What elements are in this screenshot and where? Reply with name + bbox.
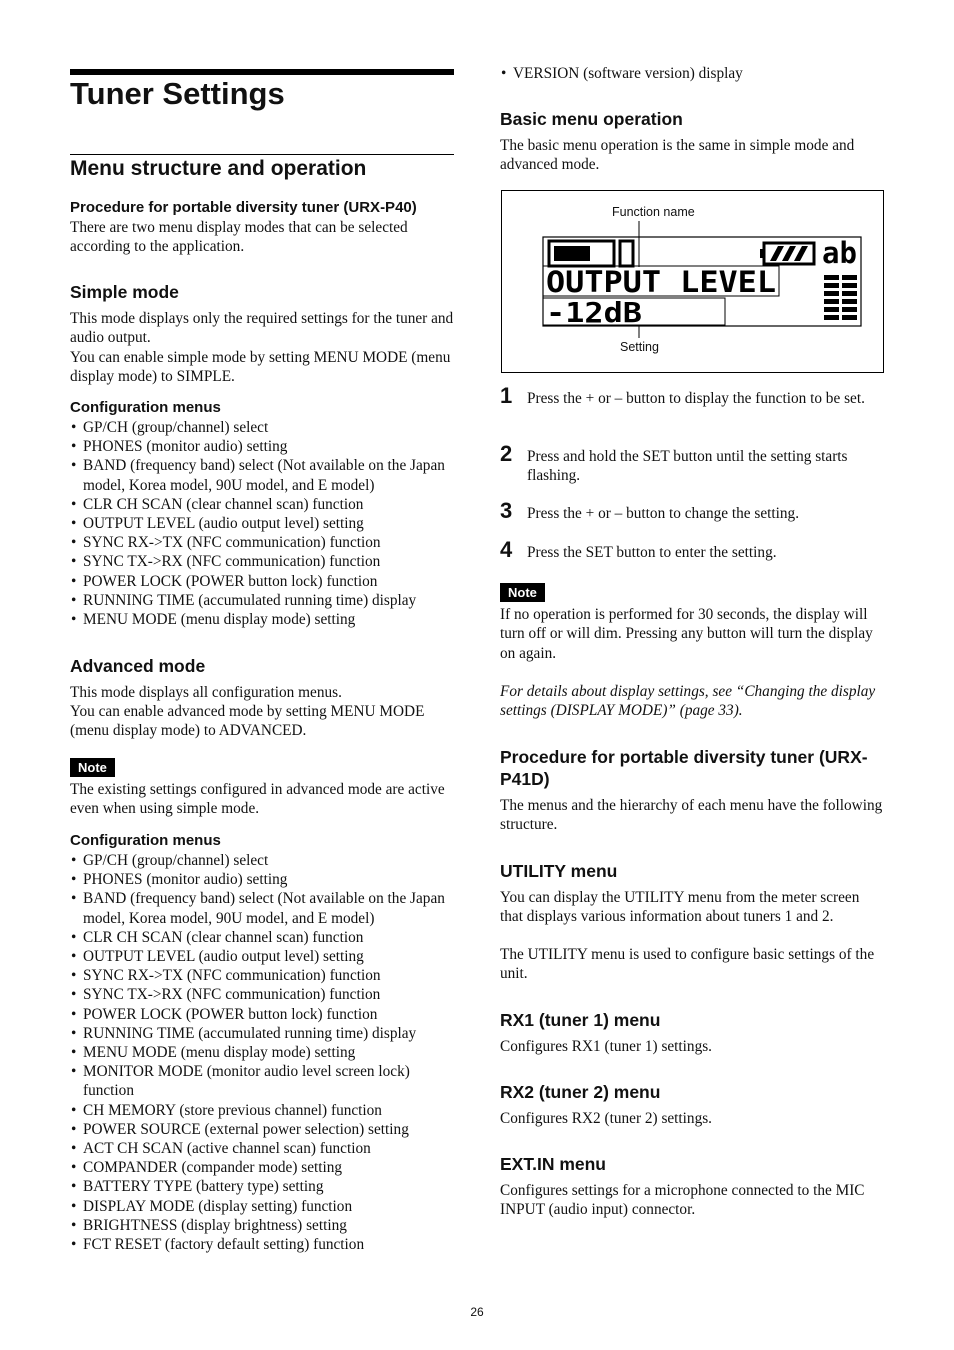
note-badge: Note xyxy=(70,758,115,777)
list-item: • SYNC RX->TX (NFC communication) function xyxy=(70,966,454,985)
list-item: • OUTPUT LEVEL (audio output level) setting xyxy=(70,947,454,966)
list-item: • ACT CH SCAN (active channel scan) function xyxy=(70,1139,454,1158)
utility-p1: You can display the UTILITY menu from the meter screen that displays various information about tuners 1 and 2. xyxy=(500,889,860,926)
list-item: • SYNC RX->TX (NFC communication) function xyxy=(70,533,454,552)
step-text: Press the SET button to enter the setting. xyxy=(527,544,777,561)
advanced-config-heading: Configuration menus xyxy=(70,832,221,849)
simple-config-list xyxy=(70,418,454,629)
list-item: • RUNNING TIME (accumulated running time) display xyxy=(70,591,454,610)
function-name-label: Function name xyxy=(612,205,695,219)
simple-mode-p1: This mode displays only the required settings for the tuner and audio output. xyxy=(70,310,454,347)
version-list xyxy=(500,64,884,83)
list-item: • PHONES (monitor audio) setting xyxy=(70,870,454,889)
p41d-text: The menus and the hierarchy of each menu have the following structure. xyxy=(500,797,883,834)
list-item: • MONITOR MODE (monitor audio level screen lock) function xyxy=(70,1062,454,1100)
rx2-menu-heading: RX2 (tuner 2) menu xyxy=(500,1082,661,1102)
rx2-text: Configures RX2 (tuner 2) settings. xyxy=(500,1110,713,1127)
signal-icon xyxy=(760,243,814,264)
basic-note-text: If no operation is performed for 30 seconds, the display will turn off or will dim. Pressing any button will turn the display on again. xyxy=(500,606,873,662)
simple-mode-p2: You can enable simple mode by setting MENU MODE (menu display mode) to SIMPLE. xyxy=(70,349,451,386)
step-number: 3 xyxy=(500,498,513,523)
lcd-display xyxy=(502,191,883,372)
lcd-function-name: OUTPUT LEVEL xyxy=(546,265,776,299)
step-number: 2 xyxy=(500,441,513,466)
utility-menu-heading: UTILITY menu xyxy=(500,861,618,881)
extin-menu-heading: EXT.IN menu xyxy=(500,1154,606,1174)
display-settings-reference: For details about display settings, see “Changing the display settings (DISPLAY MODE)” (page 33). xyxy=(500,683,876,720)
title-rule xyxy=(70,69,454,75)
list-item: • PHONES (monitor audio) setting xyxy=(70,437,454,456)
note-badge: Note xyxy=(500,583,545,602)
step-text: Press the + or – button to display the function to be set. xyxy=(527,390,865,407)
list-item: • BAND (frequency band) select (Not available on the Japan model, Korea model, 90U model, and E model) xyxy=(70,456,454,494)
list-item: • RUNNING TIME (accumulated running time) display xyxy=(70,1024,454,1043)
battery-icon xyxy=(549,241,633,266)
list-item: • POWER LOCK (POWER button lock) function xyxy=(70,1005,454,1024)
list-item: • POWER LOCK (POWER button lock) function xyxy=(70,572,454,591)
list-item: • OUTPUT LEVEL (audio output level) setting xyxy=(70,514,454,533)
list-item: • VERSION (software version) display xyxy=(500,64,884,83)
list-item: • GP/CH (group/channel) select xyxy=(70,418,454,437)
step-text: Press and hold the SET button until the setting starts flashing. xyxy=(527,448,848,485)
rx1-menu-heading: RX1 (tuner 1) menu xyxy=(500,1010,661,1030)
list-item: • MENU MODE (menu display mode) setting xyxy=(70,1043,454,1062)
basic-menu-heading: Basic menu operation xyxy=(500,109,683,129)
list-item: • MENU MODE (menu display mode) setting xyxy=(70,610,454,629)
rx1-text: Configures RX1 (tuner 1) settings. xyxy=(500,1038,713,1055)
setting-label: Setting xyxy=(620,340,659,354)
list-item: • POWER SOURCE (external power selection) setting xyxy=(70,1120,454,1139)
list-item: • SYNC TX->RX (NFC communication) function xyxy=(70,985,454,1004)
utility-p2: The UTILITY menu is used to configure basic settings of the unit. xyxy=(500,946,875,983)
list-item: • SYNC TX->RX (NFC communication) function xyxy=(70,552,454,571)
section-rule xyxy=(70,154,454,155)
list-item: • FCT RESET (factory default setting) function xyxy=(70,1235,454,1254)
list-item: • BAND (frequency band) select (Not available on the Japan model, Korea model, 90U model, and E model) xyxy=(70,889,454,927)
list-item: • COMPANDER (compander mode) setting xyxy=(70,1158,454,1177)
list-item: • BRIGHTNESS (display brightness) setting xyxy=(70,1216,454,1235)
step-text: Press the + or – button to change the setting. xyxy=(527,505,800,522)
p40-heading: Procedure for portable diversity tuner (URX-P40) xyxy=(70,199,417,216)
simple-config-heading: Configuration menus xyxy=(70,399,221,416)
list-item: • CLR CH SCAN (clear channel scan) function xyxy=(70,495,454,514)
list-item: • GP/CH (group/channel) select xyxy=(70,851,454,870)
simple-mode-heading: Simple mode xyxy=(70,282,179,302)
lcd-setting: -12dB xyxy=(546,296,642,329)
list-item: • BATTERY TYPE (battery type) setting xyxy=(70,1177,454,1196)
step-number: 1 xyxy=(500,383,513,408)
lcd-channel: ab xyxy=(822,236,857,270)
list-item: • DISPLAY MODE (display setting) function xyxy=(70,1197,454,1216)
level-meter xyxy=(824,275,857,320)
advanced-mode-heading: Advanced mode xyxy=(70,656,206,676)
p41d-heading: Procedure for portable diversity tuner (URX-P41D) xyxy=(500,747,868,789)
page-title: Tuner Settings xyxy=(70,76,285,111)
list-item: • CH MEMORY (store previous channel) function xyxy=(70,1101,454,1120)
advanced-note-text: The existing settings configured in advanced mode are active even when using simple mode. xyxy=(70,781,445,818)
step-number: 4 xyxy=(500,537,513,562)
page-number: 26 xyxy=(470,1305,484,1319)
lcd-figure xyxy=(501,190,884,373)
section-heading: Menu structure and operation xyxy=(70,157,367,180)
list-item: • CLR CH SCAN (clear channel scan) function xyxy=(70,928,454,947)
basic-menu-text: The basic menu operation is the same in simple mode and advanced mode. xyxy=(500,137,855,174)
extin-text: Configures settings for a microphone connected to the MIC INPUT (audio input) connector. xyxy=(500,1182,865,1219)
advanced-mode-p2: You can enable advanced mode by setting MENU MODE (menu display mode) to ADVANCED. xyxy=(70,703,425,740)
advanced-config-list xyxy=(70,851,454,1254)
p40-intro: There are two menu display modes that can be selected according to the application. xyxy=(70,219,408,256)
advanced-mode-p1: This mode displays all configuration menus. xyxy=(70,684,342,701)
